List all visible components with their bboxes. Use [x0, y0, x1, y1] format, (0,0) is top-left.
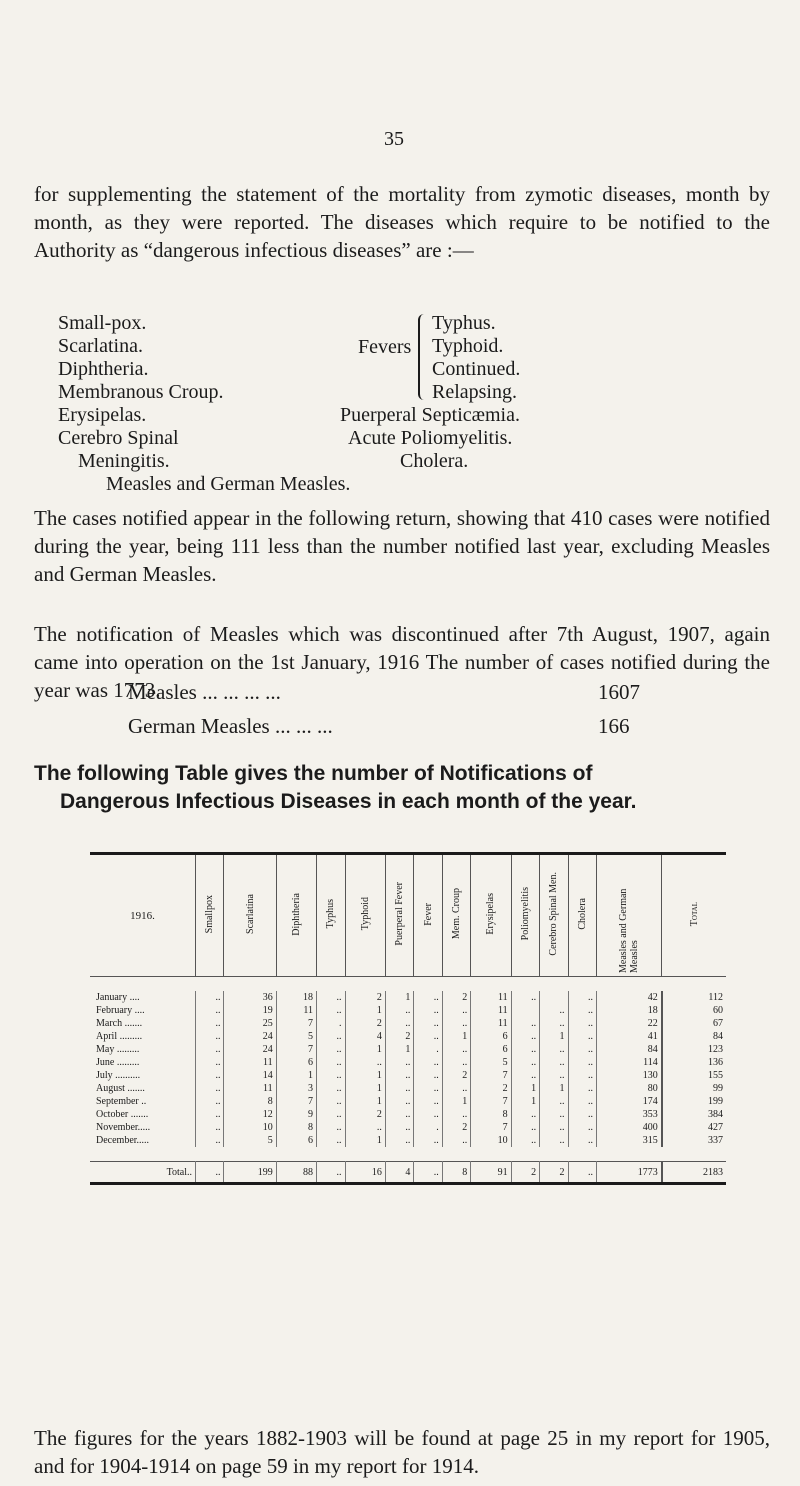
table-cell: .. [442, 1134, 470, 1147]
table-cell: .. [414, 991, 442, 1004]
table-cell: .. [196, 1082, 224, 1095]
table-body [90, 977, 726, 1183]
table-cell: 2 [471, 1082, 511, 1095]
table-cell: 199 [224, 1162, 276, 1183]
table-cell: .. [317, 1095, 345, 1108]
disease-item: Cerebro Spinal [58, 427, 179, 449]
table-cell: .. [568, 1082, 596, 1095]
table-cell: .. [196, 1134, 224, 1147]
table-cell: .. [385, 1134, 413, 1147]
disease-item: Acute Poliomyelitis. [348, 427, 513, 449]
table-row [90, 1121, 726, 1134]
table-cell: .. [414, 1030, 442, 1043]
table-cell: 5 [276, 1030, 316, 1043]
table-cell: .. [345, 1056, 385, 1069]
table-cell: .. [414, 1134, 442, 1147]
table-cell: 2 [442, 991, 470, 1004]
table-cell: .. [385, 1056, 413, 1069]
table-cell: .. [196, 1004, 224, 1017]
table-cell: 7 [276, 1017, 316, 1030]
table-cell: .. [442, 1056, 470, 1069]
table-row [90, 1134, 726, 1147]
table-cell: .. [385, 1082, 413, 1095]
table-cell: .. [511, 1069, 539, 1082]
table-cell: 1 [385, 1043, 413, 1056]
table-cell: .. [511, 1134, 539, 1147]
table-cell: 114 [597, 1056, 662, 1069]
table-cell: 84 [597, 1043, 662, 1056]
month-cell: December..... [90, 1134, 196, 1147]
column-header: Mem. Croup [442, 855, 470, 977]
table-cell: .. [540, 1134, 568, 1147]
fever-item: Continued. [432, 358, 521, 380]
disease-item: Scarlatina. [58, 335, 143, 357]
page-number: 35 [384, 128, 404, 150]
table-cell: .. [568, 1017, 596, 1030]
table-cell: 1 [540, 1030, 568, 1043]
fevers-list [432, 312, 520, 404]
cases-paragraph: The cases notified appear in the following return, showing that 410 cases were notified during the year, being 111 less than the number notified last year, excluding Measles and German Measles. [34, 506, 770, 586]
german-count-line [128, 714, 630, 739]
measles-count-label: Measles ... ... ... ... [128, 680, 281, 704]
table-cell: 1 [345, 1043, 385, 1056]
table-cell: 1 [345, 1069, 385, 1082]
column-header: Smallpox [196, 855, 224, 977]
table-cell: 8 [442, 1162, 470, 1183]
table-cell: .. [511, 1056, 539, 1069]
table-cell: 8 [224, 1095, 276, 1108]
table-row [90, 991, 726, 1004]
table-cell: 14 [224, 1069, 276, 1082]
table-cell: 1 [345, 1134, 385, 1147]
total-label: Total.. [90, 1162, 196, 1183]
figures-paragraph: The figures for the years 1882-1903 will be found at page 25 in my report for 1905, and for 1904-1914 on page 59 in my report for 1914. [34, 1426, 770, 1478]
table-cell: . [414, 1043, 442, 1056]
table-cell: 337 [662, 1134, 726, 1147]
table-cell: .. [414, 1108, 442, 1121]
month-cell: September .. [90, 1095, 196, 1108]
table-cell: 7 [276, 1095, 316, 1108]
table-row [90, 1056, 726, 1069]
table-cell: 8 [276, 1121, 316, 1134]
table-cell: 80 [597, 1082, 662, 1095]
table-cell: 6 [276, 1134, 316, 1147]
table-cell: .. [568, 1004, 596, 1017]
table-cell: 1 [442, 1030, 470, 1043]
table-cell: .. [568, 1095, 596, 1108]
intro-paragraph: for supplementing the statement of the mortality from zymotic diseases, month by month, as they were reported. The diseases which require to be notified to the Authority as “dangerous infectious diseases” are :— [34, 182, 770, 262]
table-cell: 427 [662, 1121, 726, 1134]
table-cell: .. [196, 1162, 224, 1183]
table-cell: 11 [276, 1004, 316, 1017]
table-cell: 2 [540, 1162, 568, 1183]
table-cell: .. [442, 1004, 470, 1017]
table-cell: . [414, 1121, 442, 1134]
table-row [90, 1043, 726, 1056]
fever-item: Relapsing. [432, 381, 517, 403]
table-cell: 1 [511, 1095, 539, 1108]
table-cell: 22 [597, 1017, 662, 1030]
table-cell: .. [414, 1017, 442, 1030]
table-row [90, 1030, 726, 1043]
table-cell: 8 [471, 1108, 511, 1121]
table-cell: .. [568, 1134, 596, 1147]
table-cell: 174 [597, 1095, 662, 1108]
table-row [90, 1069, 726, 1082]
table-cell: 5 [471, 1056, 511, 1069]
measles-line: Measles and German Measles. [106, 473, 351, 495]
table-cell: .. [442, 1017, 470, 1030]
table-cell: 67 [662, 1017, 726, 1030]
table-heading [34, 760, 770, 816]
table-row [90, 1082, 726, 1095]
table-row [90, 1017, 726, 1030]
table-cell: 2 [345, 1017, 385, 1030]
table-cell: .. [540, 1095, 568, 1108]
table-cell: 384 [662, 1108, 726, 1121]
table-cell: 24 [224, 1043, 276, 1056]
table-cell: 1 [276, 1069, 316, 1082]
fever-item: Typhoid. [432, 335, 504, 357]
spacer-row [90, 1147, 726, 1162]
table-cell: 1 [385, 991, 413, 1004]
table-cell: 1773 [597, 1162, 662, 1183]
table-cell: .. [196, 1108, 224, 1121]
table-cell: 11 [224, 1082, 276, 1095]
disease-item: Diphtheria. [58, 358, 149, 380]
table-cell: .. [414, 1162, 442, 1183]
table-cell: 19 [224, 1004, 276, 1017]
table-cell: 11 [471, 1004, 511, 1017]
table-cell: .. [442, 1082, 470, 1095]
table-cell: 7 [471, 1121, 511, 1134]
table-cell: .. [385, 1095, 413, 1108]
table-header-row [90, 855, 726, 977]
table-cell: .. [196, 1030, 224, 1043]
table-cell: 199 [662, 1095, 726, 1108]
table-cell [540, 991, 568, 1004]
column-header: Fever [414, 855, 442, 977]
table-cell: 41 [597, 1030, 662, 1043]
column-header: Measles and German Measles [597, 855, 662, 977]
table-cell: .. [385, 1017, 413, 1030]
month-cell: July .......... [90, 1069, 196, 1082]
table-cell: 6 [276, 1056, 316, 1069]
table-cell: 2 [442, 1069, 470, 1082]
disease-item: Membranous Croup. [58, 381, 224, 403]
table-cell: .. [442, 1108, 470, 1121]
table-cell: .. [196, 1095, 224, 1108]
table-cell: 36 [224, 991, 276, 1004]
column-header: Diphtheria [276, 855, 316, 977]
table-cell: 1 [442, 1095, 470, 1108]
table-row [90, 1004, 726, 1017]
table-cell: .. [317, 1082, 345, 1095]
table-cell: .. [317, 991, 345, 1004]
table-cell: .. [511, 991, 539, 1004]
diseases-left-list [58, 312, 224, 473]
table-cell: .. [385, 1069, 413, 1082]
measles-count-line [128, 680, 640, 705]
table-cell: 11 [471, 1017, 511, 1030]
table-cell: .. [414, 1004, 442, 1017]
table-cell: .. [511, 1121, 539, 1134]
table-cell: 60 [662, 1004, 726, 1017]
table-cell: 1 [345, 1004, 385, 1017]
table-cell: 130 [597, 1069, 662, 1082]
table-cell: 2 [345, 1108, 385, 1121]
table-cell: . [317, 1017, 345, 1030]
brace-divider [418, 314, 428, 400]
column-header: Puerperal Fever [385, 855, 413, 977]
table-cell: 136 [662, 1056, 726, 1069]
measles-count-value: 1607 [598, 680, 640, 704]
table-cell: 1 [345, 1095, 385, 1108]
german-count-label: German Measles ... ... ... [128, 714, 333, 738]
table-cell: 1 [511, 1082, 539, 1095]
table-cell: 2183 [662, 1162, 726, 1183]
table-cell: 99 [662, 1082, 726, 1095]
table-cell: .. [385, 1108, 413, 1121]
table-cell: 155 [662, 1069, 726, 1082]
month-cell: March ....... [90, 1017, 196, 1030]
table-cell: .. [568, 1108, 596, 1121]
table-cell: 315 [597, 1134, 662, 1147]
notifications-table [90, 852, 726, 1185]
column-header: Total [662, 855, 726, 977]
table-cell: .. [540, 1069, 568, 1082]
table-cell: .. [317, 1134, 345, 1147]
table-cell: 12 [224, 1108, 276, 1121]
table-cell: 4 [385, 1162, 413, 1183]
table-cell: .. [568, 1030, 596, 1043]
month-cell: April ......... [90, 1030, 196, 1043]
month-cell: May ......... [90, 1043, 196, 1056]
table-cell: 7 [471, 1095, 511, 1108]
table-cell: .. [511, 1017, 539, 1030]
table-row [90, 1108, 726, 1121]
table-cell: 4 [345, 1030, 385, 1043]
table-cell: .. [568, 1056, 596, 1069]
column-header: Typhus [317, 855, 345, 977]
table-cell: .. [540, 1056, 568, 1069]
month-cell: November..... [90, 1121, 196, 1134]
month-cell: August ....... [90, 1082, 196, 1095]
fevers-label: Fevers [358, 336, 412, 358]
table-cell: .. [511, 1043, 539, 1056]
table-cell: 84 [662, 1030, 726, 1043]
table-cell: 1 [540, 1082, 568, 1095]
table-cell: 88 [276, 1162, 316, 1183]
table-cell: 24 [224, 1030, 276, 1043]
table-cell: .. [511, 1030, 539, 1043]
german-count-value: 166 [598, 714, 630, 738]
table-cell: 10 [471, 1134, 511, 1147]
column-header: Scarlatina [224, 855, 276, 977]
table-cell: 6 [471, 1043, 511, 1056]
table-cell: .. [568, 1043, 596, 1056]
table-cell: 25 [224, 1017, 276, 1030]
table-cell: .. [414, 1095, 442, 1108]
table-cell: 18 [597, 1004, 662, 1017]
table-cell: .. [540, 1108, 568, 1121]
table-cell: .. [540, 1043, 568, 1056]
table-cell: .. [196, 1043, 224, 1056]
table-cell: .. [196, 1017, 224, 1030]
table-cell: .. [317, 1043, 345, 1056]
table-cell: .. [414, 1056, 442, 1069]
column-header: Typhoid [345, 855, 385, 977]
table-cell: .. [345, 1121, 385, 1134]
table-cell: .. [511, 1108, 539, 1121]
table-cell: .. [196, 1069, 224, 1082]
table-cell: 400 [597, 1121, 662, 1134]
table-cell: .. [196, 1121, 224, 1134]
table-cell: .. [414, 1082, 442, 1095]
table-cell: .. [317, 1121, 345, 1134]
table-cell: .. [414, 1069, 442, 1082]
table-cell: .. [196, 991, 224, 1004]
year-header: 1916. [90, 855, 196, 977]
table-cell: .. [540, 1017, 568, 1030]
table-cell: 123 [662, 1043, 726, 1056]
table-cell: 42 [597, 991, 662, 1004]
month-cell: October ....... [90, 1108, 196, 1121]
measles-paragraph: The notification of Measles which was discontinued after 7th August, 1907, again came into operation on the 1st January, 1916 The number of cases notified during the year was 1773. [34, 622, 770, 702]
fever-item: Typhus. [432, 312, 496, 334]
table-cell: .. [568, 1162, 596, 1183]
spacer-row [90, 977, 726, 992]
table-cell: .. [540, 1004, 568, 1017]
table-cell: .. [317, 1056, 345, 1069]
disease-item: Erysipelas. [58, 404, 147, 426]
month-cell: January .... [90, 991, 196, 1004]
diseases-right-list [340, 404, 520, 473]
table-cell: .. [196, 1056, 224, 1069]
table-cell: .. [568, 1121, 596, 1134]
table-cell: .. [317, 1108, 345, 1121]
table-cell: 7 [471, 1069, 511, 1082]
table-cell: 2 [442, 1121, 470, 1134]
table-cell: 5 [224, 1134, 276, 1147]
table-cell: .. [317, 1004, 345, 1017]
total-row [90, 1162, 726, 1183]
table-cell: 9 [276, 1108, 316, 1121]
table-cell: 10 [224, 1121, 276, 1134]
table-cell: 18 [276, 991, 316, 1004]
table-cell: 7 [276, 1043, 316, 1056]
column-header: Poliomyelitis [511, 855, 539, 977]
table-row [90, 1095, 726, 1108]
table-cell: 11 [471, 991, 511, 1004]
table-cell: 2 [511, 1162, 539, 1183]
month-cell: February .... [90, 1004, 196, 1017]
column-header: Erysipelas [471, 855, 511, 977]
month-cell: June ......... [90, 1056, 196, 1069]
column-header: Cholera [568, 855, 596, 977]
table-cell: 353 [597, 1108, 662, 1121]
table-cell: 3 [276, 1082, 316, 1095]
table-cell: 112 [662, 991, 726, 1004]
table-cell: 6 [471, 1030, 511, 1043]
table-cell [511, 1004, 539, 1017]
table-cell: 2 [385, 1030, 413, 1043]
column-header: Cerebro Spinal Men. [540, 855, 568, 977]
table-cell: .. [317, 1030, 345, 1043]
disease-item: Meningitis. [78, 450, 170, 472]
table-cell: 16 [345, 1162, 385, 1183]
table-cell: 1 [345, 1082, 385, 1095]
disease-item: Cholera. [400, 450, 469, 472]
table-cell: .. [540, 1121, 568, 1134]
table-cell: .. [385, 1004, 413, 1017]
table-cell: 2 [345, 991, 385, 1004]
table-cell: .. [317, 1069, 345, 1082]
table-cell: .. [317, 1162, 345, 1183]
table-cell: 11 [224, 1056, 276, 1069]
disease-item: Small-pox. [58, 312, 147, 334]
table-cell: .. [568, 991, 596, 1004]
table-cell: 91 [471, 1162, 511, 1183]
table-heading-line: Dangerous Infectious Diseases in each month of the year. [60, 790, 637, 813]
table-heading-line: The following Table gives the number of Notifications of [34, 762, 593, 785]
table-cell: .. [568, 1069, 596, 1082]
table-cell: .. [385, 1121, 413, 1134]
disease-item: Puerperal Septicæmia. [340, 404, 520, 426]
table-cell: .. [442, 1043, 470, 1056]
